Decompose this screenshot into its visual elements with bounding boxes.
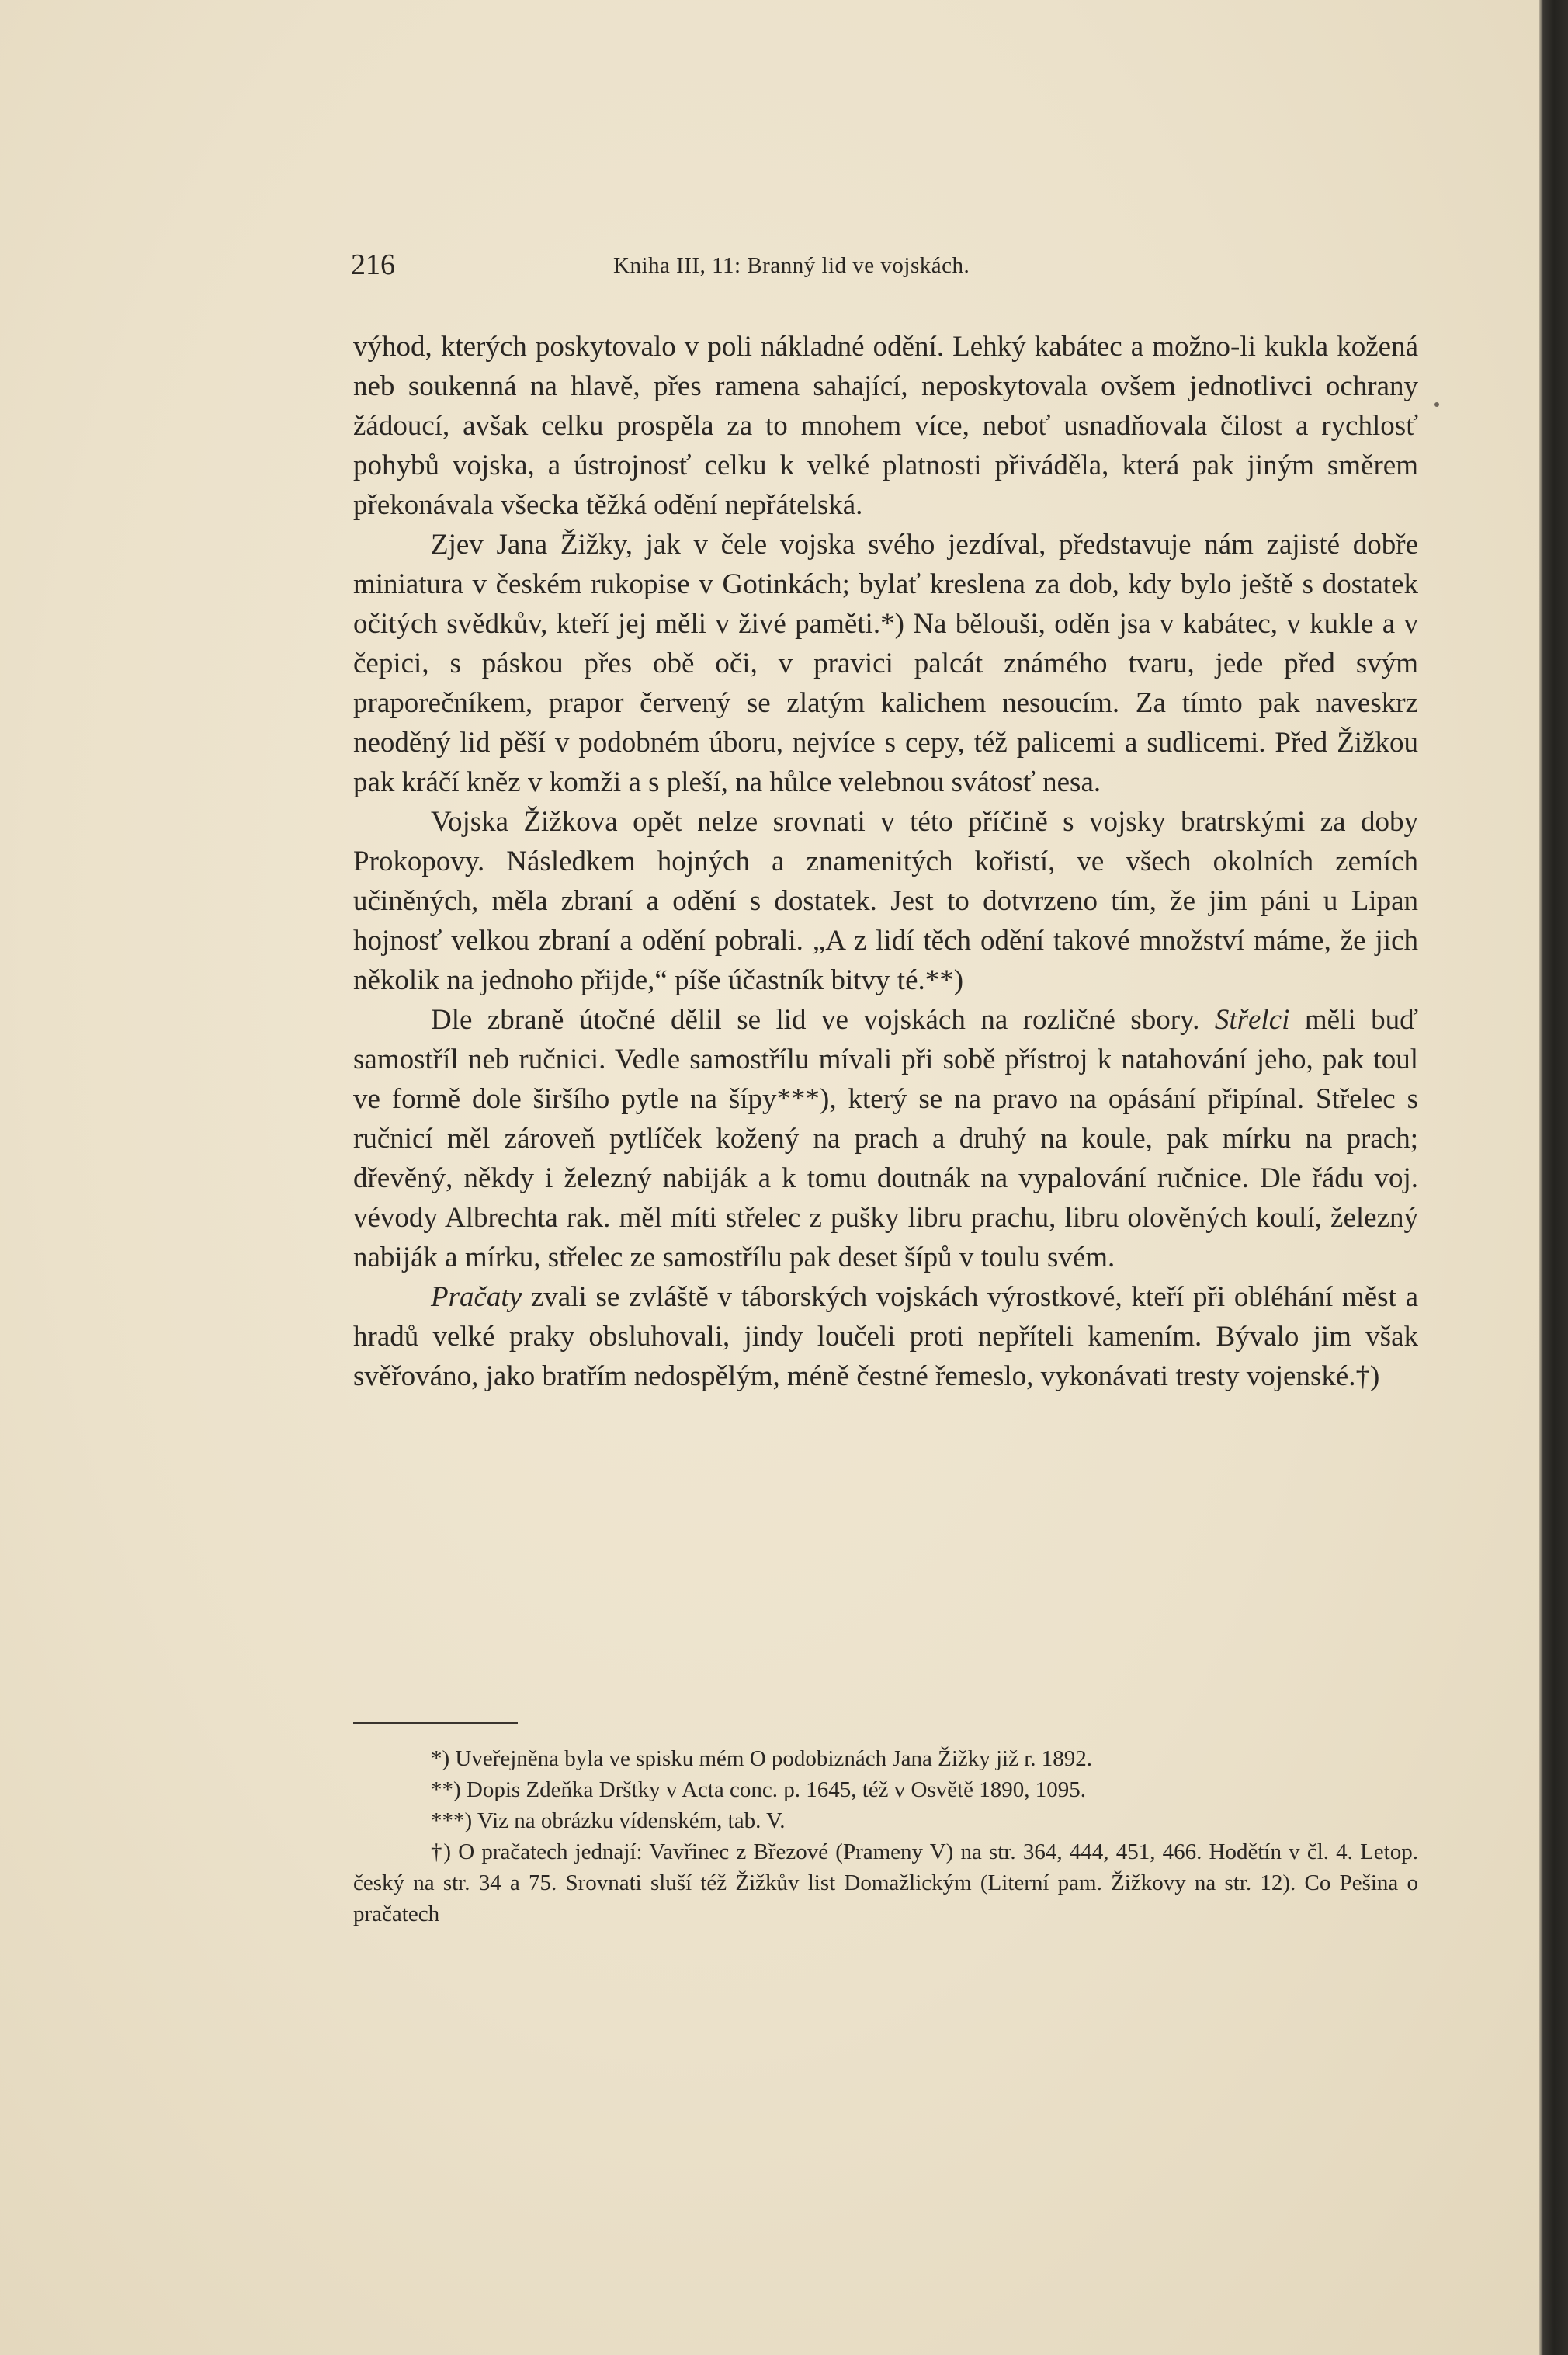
footnote: †) O pračatech jednají: Vavřinec z Březové (Prameny V) na str. 364, 444, 451, 466. Hodětín v čl. 4. Letop. český na str. 34 a 75. Srovnati sluší též Žižkův list Domažlickým (Literní pam. Žižkovy na str. 12). Co Pešina o pračatech	[353, 1839, 1418, 1926]
footnote: **) Dopis Zdeňka Drštky v Acta conc. p. 1645, též v Osvětě 1890, 1095.	[431, 1777, 1087, 1802]
paragraph	[353, 1277, 1418, 1396]
footnote-divider	[353, 1722, 518, 1724]
paragraph	[353, 802, 1418, 1000]
body-text	[353, 327, 1418, 1396]
page-header	[351, 245, 1416, 284]
footnotes	[353, 1743, 1418, 1930]
paragraph-text: Dle zbraně útočné dělil se lid ve vojskách na rozličné sbory.	[431, 1004, 1215, 1036]
italic-term: Střelci	[1214, 1004, 1290, 1036]
paragraph-text: zvali se zvláště v táborských vojskách výrostkové, kteří při obléhání měst a hradů velké praky obsluhovali, jindy loučeli proti nepříteli kamením. Bývalo jim však svěřováno, jako bratřím nedospělým, méně čestné řemeslo, vykonávati tresty vojenské.†)	[353, 1281, 1418, 1392]
paragraph-text: výhod, kterých poskytovalo v poli nákladné odění. Lehký kabátec a možno-li kukla kožená neb soukenná na hlavě, přes ramena sahající, neposkytovala ovšem jednotlivci ochrany žádoucí, avšak celku prospěla za to mnohem více, neboť usnadňovala čilost a rychlosť pohybů vojska, a ústrojnosť celku k velké platnosti přiváděla, která pak jiným směrem překonávala všecka těžká odění nepřátelská.	[353, 331, 1418, 521]
paper-speck	[1434, 402, 1439, 407]
running-head: Kniha III, 11: Branný lid ve vojskách.	[613, 253, 970, 278]
footnote: *) Uveřejněna byla ve spisku mém O podobiznách Jana Žižky již r. 1892.	[431, 1746, 1093, 1771]
paragraph	[353, 1000, 1418, 1277]
paragraph-text: měli buď samostříl neb ručnici. Vedle samostřílu mívali při sobě přístroj k natahování jeho, pak toul ve formě dole širšího pytle na šípy***), který se na pravo na opásání připínal. Střelec s ručnicí měl zároveň pytlíček kožený na prach a druhý na koule, pak mírku na prach; dřevěný, někdy i železný nabiják a k tomu doutnák na vypalování ručnice. Dle řádu voj. vévody Albrechta rak. měl míti střelec z pušky libru prachu, libru olověných koulí, železný nabiják a mírku, střelec ze samostřílu pak deset šípů v toulu svém.	[353, 1004, 1418, 1273]
footnote: ***) Viz na obrázku vídenském, tab. V.	[431, 1808, 786, 1833]
page-number: 216	[351, 248, 395, 281]
book-binding-edge	[1539, 0, 1568, 2355]
italic-term: Pračaty	[431, 1281, 522, 1313]
paragraph	[353, 327, 1418, 525]
paragraph	[353, 525, 1418, 802]
paragraph-text: Zjev Jana Žižky, jak v čele vojska svého jezdíval, představuje nám zajisté dobře miniatura v českém rukopise v Gotinkách; bylať kreslena za dob, kdy bylo ještě s dostatek očitých svědkův, kteří jej měli v živé paměti.*) Na bělouši, oděn jsa v kabátec, v kukle a v čepici, s páskou přes obě oči, v pravici palcát známého tvaru, jede před svým praporečníkem, prapor červený se zlatým kalichem nesoucím. Za tímto pak naveskrz neoděný lid pěší v podobném úboru, nejvíce s cepy, též palicemi a sudlicemi. Před Žižkou pak kráčí kněz v komži a s pleší, na hůlce velebnou svátosť nesa.	[353, 529, 1418, 798]
paragraph-text: Vojska Žižkova opět nelze srovnati v této příčině s vojsky bratrskými za doby Prokopovy. Následkem hojných a znamenitých kořistí, ve všech okolních zemích učiněných, měla zbraní a odění s dostatek. Jest to dotvrzeno tím, že jim páni u Lipan hojnosť velkou zbraní a odění pobrali. „A z lidí těch odění takové množství máme, že jich několik na jednoho přijde,“ píše účastník bitvy té.**)	[353, 806, 1418, 996]
